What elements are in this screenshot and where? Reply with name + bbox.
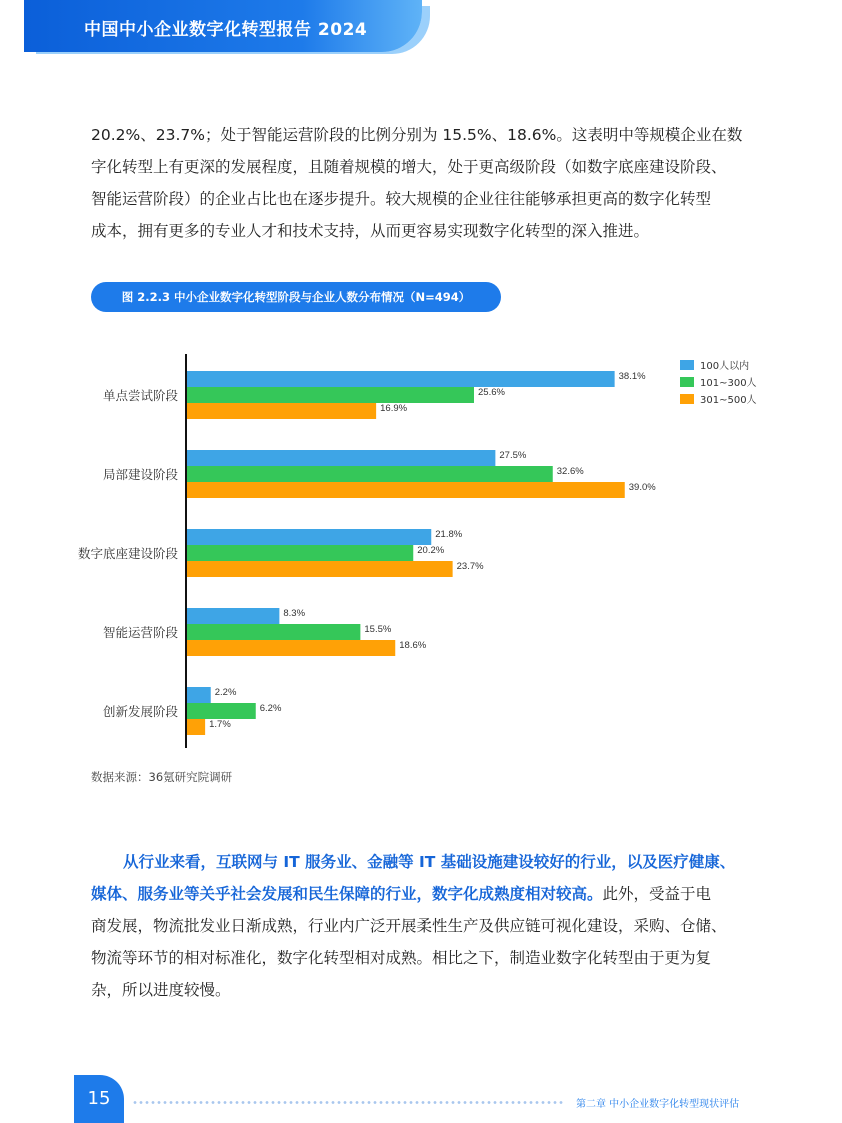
data-label: 1.7% (209, 719, 231, 730)
data-label: 25.6% (478, 387, 505, 398)
paragraph-2-line: 商发展，物流批发业日渐成熟，行业内广泛开展柔性生产及供应链可视化建设，采购、仓储、 (91, 917, 727, 935)
bar (186, 624, 360, 640)
bar (186, 482, 625, 498)
highlight-text: 从行业来看，互联网与 IT 服务业、金融等 IT 基础设施建设较好的行业，以及医疗健康、 (123, 853, 736, 871)
bar (186, 387, 474, 403)
data-label: 27.5% (499, 450, 527, 461)
paragraph-1 (91, 119, 763, 247)
chapter-title: 第二章 中小企业数字化转型现状评估 (576, 1099, 740, 1110)
legend-swatch (680, 377, 694, 387)
data-label: 21.8% (435, 529, 463, 540)
data-label: 2.2% (214, 687, 237, 698)
category-label: 智能运营阶段 (102, 625, 178, 640)
bar (186, 403, 376, 419)
paragraph-2-line: 杂，所以进度较慢。 (91, 981, 231, 999)
bar (186, 703, 256, 719)
category-label: 创新发展阶段 (102, 704, 178, 719)
data-label: 23.7% (456, 561, 484, 572)
paragraph-2 (91, 846, 763, 1006)
bar-chart (0, 330, 842, 760)
category-label: 单点尝试阶段 (102, 388, 178, 403)
bar (186, 450, 495, 466)
bar (186, 529, 431, 545)
data-label: 18.6% (399, 640, 427, 651)
bar (186, 466, 553, 482)
bar (186, 640, 395, 656)
data-source: 数据来源：36氪研究院调研 (91, 770, 233, 784)
data-label: 20.2% (417, 545, 445, 556)
data-label: 16.9% (380, 403, 408, 414)
legend-label: 101~300人 (700, 378, 757, 389)
plain-text: 此外，受益于电 (602, 885, 712, 903)
data-label: 8.3% (283, 608, 306, 619)
paragraph-2-line (91, 878, 763, 910)
bar (186, 687, 211, 703)
report-title: 中国中小企业数字化转型报告 2024 (84, 20, 368, 40)
paragraph-1-line: 智能运营阶段）的企业占比也在逐步提升。较大规模的企业往往能够承担更高的数字化转型 (91, 190, 712, 208)
bar (186, 608, 279, 624)
paragraph-2-line (91, 846, 763, 878)
bar (186, 371, 615, 387)
data-label: 39.0% (628, 482, 656, 493)
paragraph-1-line: 20.2%、23.7%；处于智能运营阶段的比例分别为 15.5%、18.6%。这表明中等规模企业在数 (91, 126, 743, 144)
paragraph-2-line: 物流等环节的相对标准化，数字化转型相对成熟。相比之下，制造业数字化转型由于更为复 (91, 949, 712, 967)
bar (186, 719, 205, 735)
chart-title: 图 2.2.3 中小企业数字化转型阶段与企业人数分布情况（N=494） (91, 282, 501, 312)
data-label: 6.2% (259, 703, 282, 714)
bar (186, 561, 453, 577)
data-label: 15.5% (364, 624, 392, 635)
data-label: 38.1% (618, 371, 646, 382)
legend-swatch (680, 360, 694, 370)
bar (186, 545, 413, 561)
page-number: 15 (74, 1075, 124, 1123)
legend-label: 301~500人 (700, 395, 757, 406)
paragraph-1-line: 字化转型上有更深的发展程度，且随着规模的增大，处于更高级阶段（如数字底座建设阶段、 (91, 158, 727, 176)
paragraph-1-line: 成本，拥有更多的专业人才和技术支持，从而更容易实现数字化转型的深入推进。 (91, 222, 650, 240)
category-label: 数字底座建设阶段 (77, 546, 178, 561)
data-label: 32.6% (556, 466, 584, 477)
highlight-text: 媒体、服务业等关乎社会发展和民生保障的行业，数字化成熟度相对较高。 (91, 885, 603, 903)
category-label: 局部建设阶段 (102, 467, 178, 482)
legend-label: 100人以内 (700, 361, 750, 372)
legend-swatch (680, 394, 694, 404)
footer-dotted-line (132, 1101, 564, 1104)
